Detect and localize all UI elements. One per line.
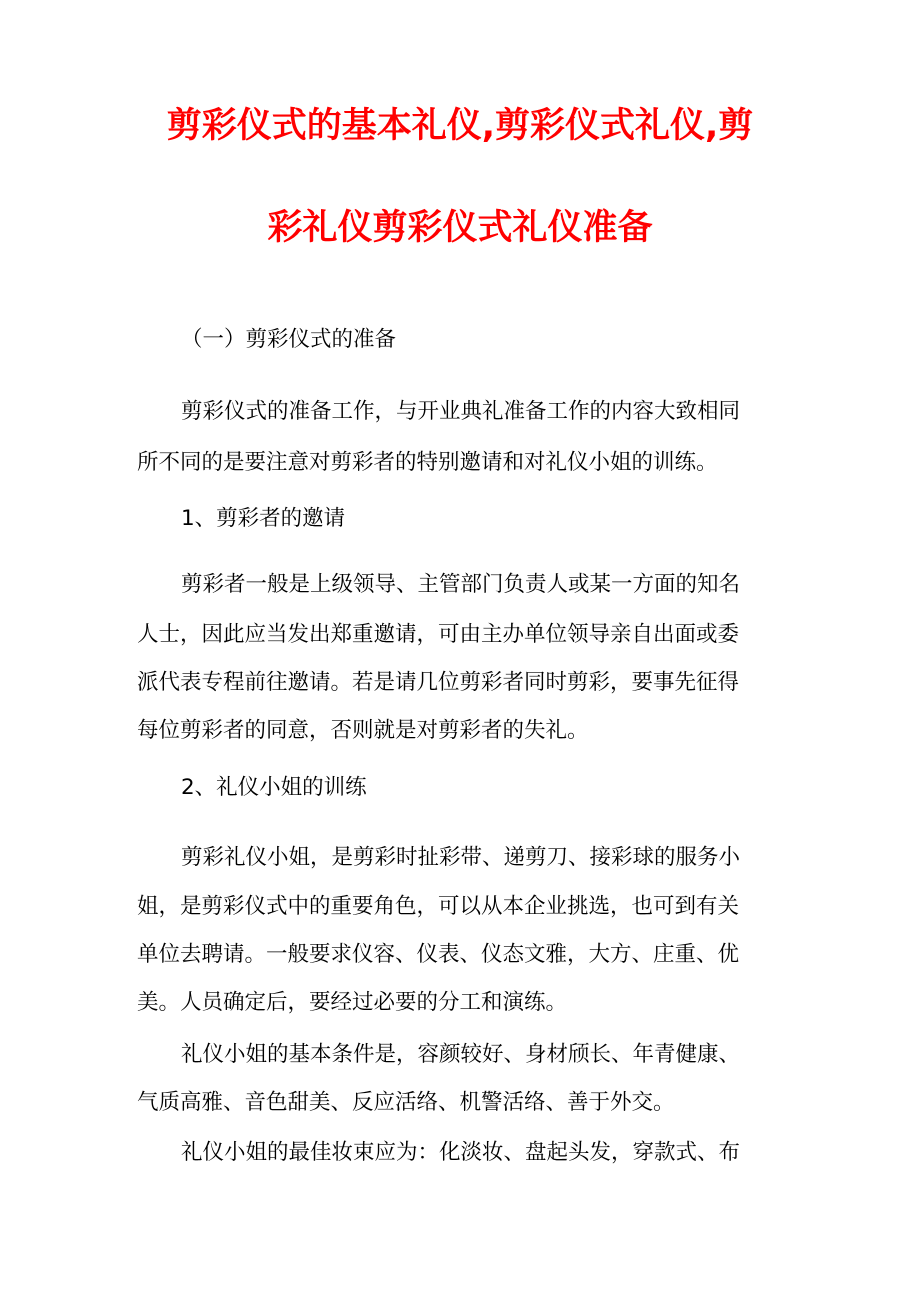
subheading-etiquette-hostess-training: 2、礼仪小姐的训练	[181, 775, 367, 800]
paragraph-2-line-2: 姐，是剪彩仪式中的重要角色，可以从本企业挑选，也可到有关	[137, 894, 740, 919]
paragraph-2-line-1: 剪彩礼仪小姐，是剪彩时扯彩带、递剪刀、接彩球的服务小	[181, 845, 741, 870]
paragraph-2-line-4: 美。人员确定后，要经过必要的分工和演练。	[137, 990, 568, 1015]
paragraph-1-line-1: 剪彩者一般是上级领导、主管部门负责人或某一方面的知名	[181, 572, 741, 597]
section-heading: （一）剪彩仪式的准备	[181, 327, 397, 352]
document-title-line-2: 彩礼仪剪彩仪式礼仪准备	[267, 208, 653, 248]
paragraph-4-line-1: 礼仪小姐的最佳妆束应为：化淡妆、盘起头发，穿款式、布	[181, 1140, 741, 1165]
paragraph-3-line-2: 气质高雅、音色甜美、反应活络、机警活络、善于外交。	[137, 1090, 675, 1115]
paragraph-1-line-4: 每位剪彩者的同意，否则就是对剪彩者的失礼。	[137, 718, 589, 743]
intro-paragraph-line-2: 所不同的是要注意对剪彩者的特别邀请和对礼仪小姐的训练。	[137, 450, 718, 475]
paragraph-1-line-2: 人士，因此应当发出郑重邀请，可由主办单位领导亲自出面或委	[137, 622, 740, 647]
paragraph-2-line-3: 单位去聘请。一般要求仪容、仪表、仪态文雅，大方、庄重、优	[137, 942, 740, 967]
intro-paragraph-line-1: 剪彩仪式的准备工作，与开业典礼准备工作的内容大致相同	[181, 399, 741, 424]
paragraph-1-line-3: 派代表专程前往邀请。若是请几位剪彩者同时剪彩，要事先征得	[137, 670, 740, 695]
paragraph-3-line-1: 礼仪小姐的基本条件是，容颜较好、身材颀长、年青健康、	[181, 1042, 741, 1067]
subheading-inviting-cutters: 1、剪彩者的邀请	[181, 506, 346, 531]
document-title-line-1: 剪彩仪式的基本礼仪,剪彩仪式礼仪,剪	[166, 106, 754, 146]
